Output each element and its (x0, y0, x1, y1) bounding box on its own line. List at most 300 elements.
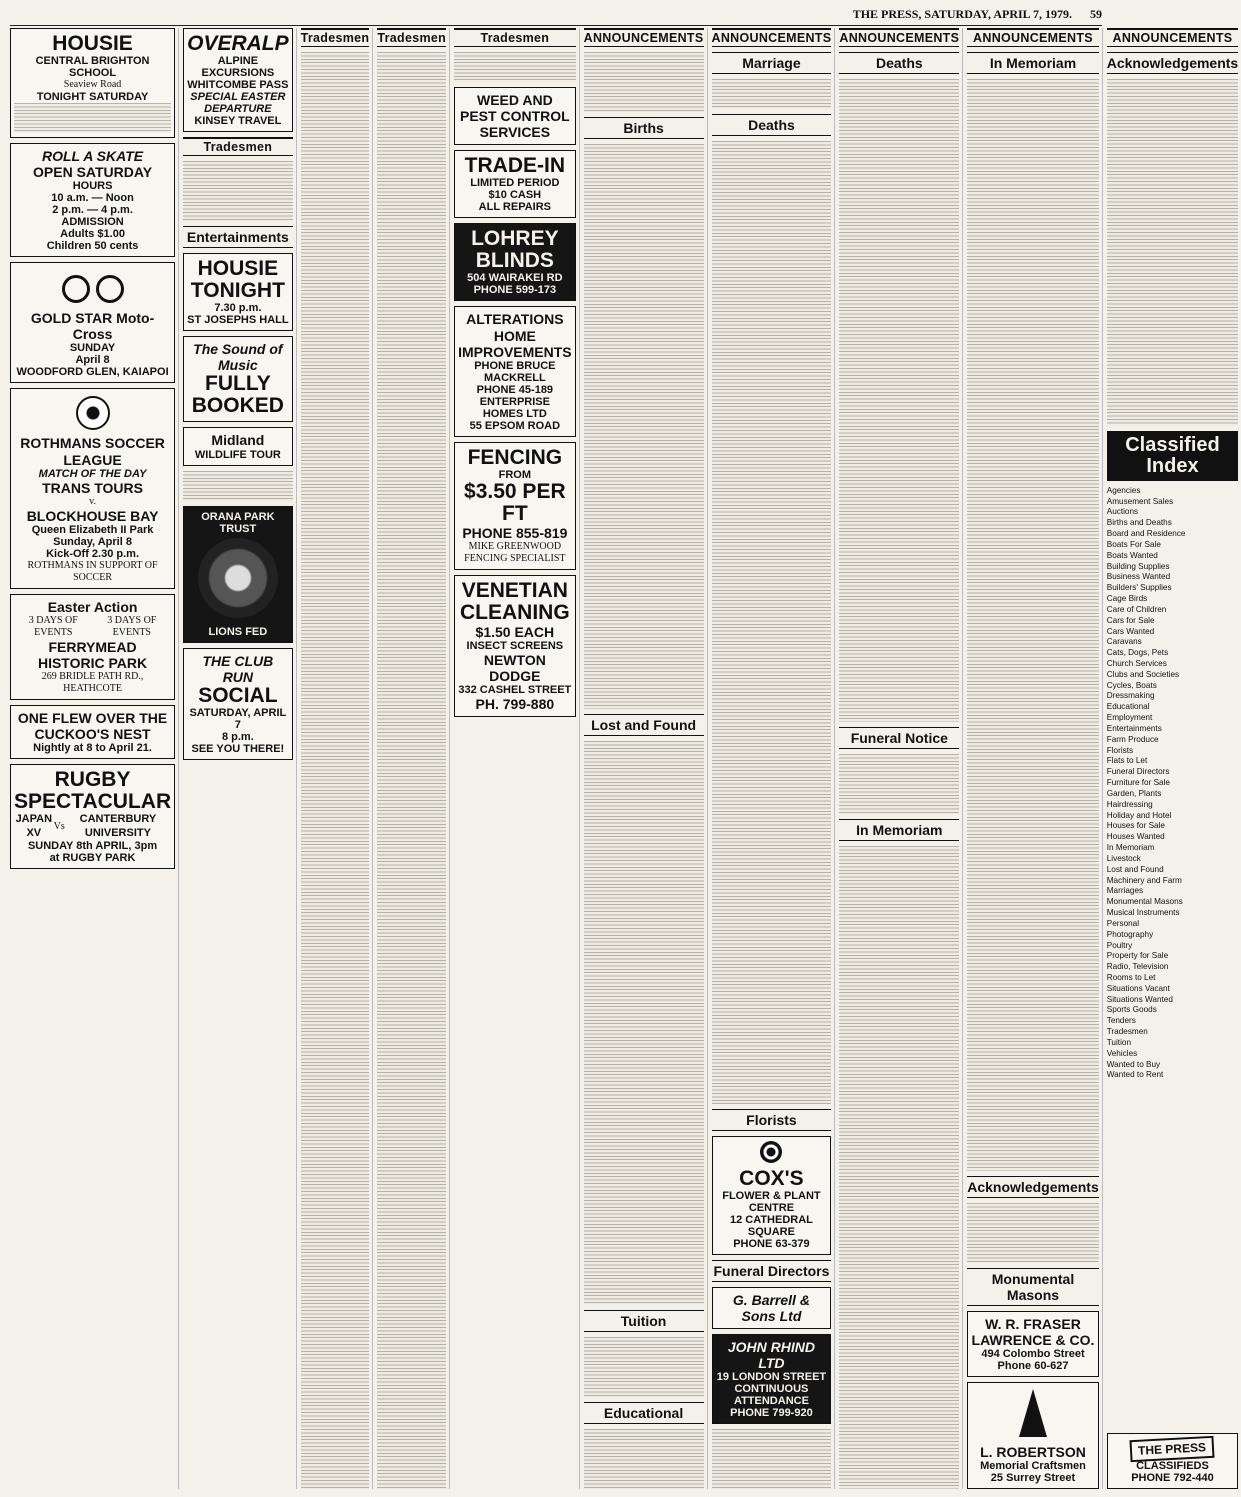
flower-icon (760, 1141, 782, 1163)
section-heading: Acknowledgements (967, 1176, 1098, 1198)
index-entry (1107, 886, 1238, 897)
ad-line: 2 p.m. — 4 p.m. (52, 204, 133, 217)
address: 269 BRIDLE PATH RD., HEATHCOTE (41, 671, 144, 695)
ad-phone: PHONE 855-819 (462, 524, 568, 541)
versus-label: v. (89, 495, 96, 507)
column-6 (584, 28, 708, 1489)
ad-easter-action (10, 594, 175, 700)
ad-sound-of-music (183, 336, 293, 422)
fine-print-block (301, 52, 370, 1489)
index-entry-label: Entertainments (1106, 723, 1162, 733)
ad-footer: ROTHMANS IN SUPPORT OF SOCCER (27, 559, 158, 583)
index-entry (1107, 572, 1238, 583)
index-entry (1107, 1027, 1238, 1038)
ad-line: MIKE GREENWOOD FENCING SPECIALIST (464, 540, 566, 564)
section-heading: Tuition (584, 1310, 704, 1332)
fine-print-block (454, 52, 576, 82)
fine-print-block (14, 103, 171, 133)
team-away: BLOCKHOUSE BAY (26, 507, 159, 524)
index-entry (1107, 616, 1238, 627)
ad-g-barrell (712, 1287, 832, 1329)
index-entry-label: Marriages (1106, 886, 1144, 896)
fine-print-block (839, 79, 959, 722)
index-entry-label: Rooms to Let (1106, 973, 1156, 982)
ad-title: ROLL A SKATE (41, 148, 144, 165)
index-entry (1107, 562, 1238, 573)
ad-lohrey-blinds (454, 223, 576, 301)
index-entry-label: Situations Vacant (1106, 983, 1170, 993)
fine-print-block (712, 1429, 832, 1489)
ad-line: Children 50 cents (46, 240, 139, 253)
index-entry (1107, 702, 1238, 713)
fine-print-block (839, 846, 959, 1489)
match-date: SUNDAY 8th APRIL, 3pm (27, 839, 158, 852)
press-logo: THE PRESS (1130, 1436, 1215, 1462)
index-entry (1107, 789, 1238, 800)
ad-line: SUNDAY (69, 342, 116, 355)
classified-index-list (1107, 486, 1238, 1428)
ad-coxs-flowers (712, 1136, 832, 1255)
venue: FERRYMEAD HISTORIC PARK (37, 638, 148, 671)
ad-side-labels (14, 615, 171, 639)
index-entry (1107, 973, 1238, 984)
ad-press-classifieds (1107, 1433, 1238, 1489)
index-entry (1107, 1060, 1238, 1071)
ad-line: ENTERPRISE HOMES LTD (479, 395, 550, 420)
classified-index-header (1107, 431, 1238, 481)
ad-line: WILDLIFE TOUR (194, 448, 281, 461)
index-entry-label: Personal (1106, 918, 1140, 928)
index-entry-label: In Memoriam (1106, 843, 1155, 853)
index-entry (1107, 800, 1238, 811)
index-entry-label: Holiday and Hotel (1106, 810, 1172, 820)
ad-weed-pest-control (454, 87, 576, 145)
index-entry (1107, 778, 1238, 789)
index-entry-label: Cage Birds (1106, 594, 1148, 604)
ad-line: Nightly at 8 to April 21. (33, 742, 152, 755)
index-entry-label: Poultry (1106, 940, 1133, 950)
ad-line: PHONE 45-189 (476, 383, 554, 396)
index-entry-label: Flats to Let (1106, 756, 1148, 766)
ad-club-run (183, 648, 293, 760)
ad-title: L. ROBERTSON (980, 1443, 1086, 1460)
ad-line: LAWRENCE & CO. (971, 1331, 1095, 1348)
index-entry (1107, 1016, 1238, 1027)
section-heading: ANNOUNCEMENTS (1107, 28, 1238, 47)
section-heading: ANNOUNCEMENTS (967, 28, 1098, 47)
soccer-ball-icon (76, 396, 110, 430)
ad-wr-fraser (967, 1311, 1098, 1377)
index-entry (1107, 1049, 1238, 1060)
fine-print-block (584, 52, 704, 112)
ad-line: 7.30 p.m. (214, 302, 262, 315)
ad-title: The Sound of Music (193, 341, 283, 374)
index-entry-label: Amusement Sales (1106, 496, 1174, 506)
index-entry (1107, 821, 1238, 832)
ad-overalp (183, 28, 293, 132)
index-entry-label: Wanted to Rent (1106, 1070, 1164, 1080)
index-entry-label: Clubs and Societies (1106, 669, 1180, 679)
ad-title: Easter Action (47, 598, 138, 615)
index-entry (1107, 1038, 1238, 1049)
section-heading: Funeral Directors (712, 1260, 832, 1282)
index-entry (1107, 1070, 1238, 1081)
ad-line: CONTINUOUS ATTENDANCE (733, 1383, 809, 1407)
ad-line: CENTRAL BRIGHTON SCHOOL (35, 55, 150, 80)
fine-print-block (584, 1429, 704, 1489)
ad-title: TRADE-IN (464, 154, 565, 178)
column-8 (839, 28, 963, 1489)
section-heading: ANNOUNCEMENTS (712, 28, 832, 47)
index-entry-label: Livestock (1106, 853, 1141, 863)
index-entry (1107, 518, 1238, 529)
team-left: JAPAN XV (15, 813, 53, 839)
ad-line: SOCIAL (198, 683, 278, 707)
match-teams (14, 813, 171, 839)
ad-line: FLOWER & PLANT CENTRE (722, 1189, 821, 1214)
ad-title: FENCING (467, 445, 563, 469)
ad-venetian-cleaning (454, 575, 576, 717)
ad-line: WHITCOMBE PASS (187, 79, 289, 92)
ad-line: SPECIAL EASTER DEPARTURE (190, 91, 286, 116)
fine-print-block (839, 754, 959, 814)
ad-l-robertson (967, 1382, 1098, 1489)
newspaper-page (10, 28, 1239, 1489)
index-entry-label: Employment (1106, 713, 1153, 723)
index-entry-label: Agencies (1106, 485, 1141, 495)
lion-icon (198, 538, 278, 618)
ad-title: G. Barrell & Sons Ltd (732, 1291, 810, 1324)
section-heading: Florists (712, 1109, 832, 1131)
ad-line: ALPINE EXCURSIONS (201, 55, 275, 80)
index-entry (1107, 724, 1238, 735)
index-entry-label: Radio, Television (1106, 962, 1169, 972)
section-heading: Tradesmen (183, 137, 293, 156)
ad-gold-star-motocross (10, 262, 175, 383)
index-entry-label: Births and Deaths (1106, 518, 1172, 528)
index-entry-label: Caravans (1106, 637, 1142, 647)
index-entry-label: Machinery and Farm (1106, 875, 1182, 885)
index-entry-label: Hairdressing (1106, 799, 1153, 809)
ad-line: FULLY BOOKED (191, 372, 284, 418)
ad-phone: PH. 799-880 (475, 696, 555, 713)
index-entry-label: Builders' Supplies (1106, 583, 1172, 593)
index-entry (1107, 486, 1238, 497)
ad-title: W. R. FRASER (985, 1315, 1081, 1332)
ad-line: LIONS FED (208, 625, 268, 638)
index-entry (1107, 951, 1238, 962)
ad-phone: PHONE 63-379 (733, 1237, 810, 1250)
ad-right-label: 3 DAYS OF EVENTS (107, 614, 157, 638)
ad-rothmans-soccer (10, 388, 175, 588)
ad-line: April 8 (75, 354, 110, 367)
fine-print-block (1107, 79, 1238, 426)
index-entry (1107, 843, 1238, 854)
index-entry-label: Business Wanted (1106, 572, 1171, 582)
ad-line: SEE YOU THERE! (191, 742, 285, 755)
index-entry (1107, 995, 1238, 1006)
section-heading: In Memoriam (967, 52, 1098, 74)
section-heading: ANNOUNCEMENTS (839, 28, 959, 47)
fine-print-block (712, 141, 832, 1104)
fine-print-block (584, 741, 704, 1306)
venue: at RUGBY PARK (49, 851, 136, 864)
masthead (10, 4, 1102, 26)
index-entry (1107, 497, 1238, 508)
index-entry (1107, 746, 1238, 757)
index-entry (1107, 713, 1238, 724)
index-entry (1107, 919, 1238, 930)
ad-orana-park (183, 506, 293, 643)
fine-print-block (967, 1203, 1098, 1263)
ad-title: LOHREY BLINDS (471, 227, 559, 273)
ad-title: JOHN RHIND LTD (727, 1338, 815, 1371)
section-heading: In Memoriam (839, 819, 959, 841)
ad-line: 12 CATHEDRAL SQUARE (729, 1213, 813, 1238)
index-entry (1107, 1005, 1238, 1016)
ad-line: 55 EPSOM ROAD (469, 419, 561, 432)
team-right: CANTERBURY UNIVERSITY (79, 813, 157, 839)
fine-print-block (183, 471, 293, 501)
index-entry-label: Furniture for Sale (1106, 778, 1170, 788)
fine-print-block (584, 1337, 704, 1397)
ad-phone: Phone 60-627 (997, 1359, 1069, 1372)
column-4 (377, 28, 450, 1489)
index-entry (1107, 637, 1238, 648)
index-entry (1107, 756, 1238, 767)
index-entry (1107, 767, 1238, 778)
ad-line: $10 CASH (488, 189, 542, 202)
index-entry (1107, 507, 1238, 518)
index-entry-label: Vehicles (1106, 1048, 1138, 1058)
ad-line: KINSEY TRAVEL (194, 115, 282, 128)
ad-line: 8 p.m. (221, 730, 254, 743)
ad-john-rhind (712, 1334, 832, 1424)
index-entry-label: Lost and Found (1106, 864, 1164, 874)
index-entry (1107, 930, 1238, 941)
ad-phone: PHONE 792-440 (1131, 1472, 1214, 1485)
ad-price: $1.50 EACH (475, 624, 555, 641)
index-entry-label: Houses Wanted (1106, 832, 1165, 842)
index-entry-label: Monumental Masons (1106, 897, 1183, 907)
section-heading: Acknowledgements (1107, 52, 1238, 74)
ad-line: PHONE 599-173 (473, 284, 557, 297)
column-7 (712, 28, 836, 1489)
column-9 (967, 28, 1102, 1489)
ad-title: COX'S (739, 1166, 804, 1190)
ad-subtitle: MATCH OF THE DAY (38, 467, 147, 480)
section-heading: Tradesmen (301, 28, 370, 47)
index-entry-label: Property for Sale (1106, 951, 1169, 961)
fine-print-block (183, 161, 293, 221)
index-entry-label: Musical Instruments (1106, 908, 1180, 918)
ad-trade-in (454, 150, 576, 218)
ad-line: Adults $1.00 (60, 228, 125, 241)
ad-line: OPEN SATURDAY (33, 164, 153, 181)
index-entry (1107, 865, 1238, 876)
section-heading: Births (584, 117, 704, 139)
index-entry (1107, 605, 1238, 616)
section-heading: Tradesmen (377, 28, 446, 47)
ad-line: FROM (498, 468, 532, 481)
index-entry-label: Cars for Sale (1106, 615, 1155, 625)
ad-line: WOODFORD GLEN, KAIAPOI (16, 366, 169, 379)
ad-line: NEWTON DODGE (483, 652, 546, 685)
match-date: Sunday, April 8 (53, 535, 132, 548)
column-3 (301, 28, 374, 1489)
index-entry (1107, 832, 1238, 843)
versus-label: Vs (53, 820, 65, 832)
index-entry-label: Boats For Sale (1106, 539, 1161, 549)
ad-line: Seaview Road (63, 79, 122, 91)
index-entry (1107, 540, 1238, 551)
index-entry-label: Photography (1106, 929, 1154, 939)
section-heading: Tradesmen (454, 28, 576, 47)
ad-line: PHONE BRUCE MACKRELL (474, 359, 556, 384)
index-entry-label: Cats, Dogs, Pets (1106, 648, 1169, 658)
index-entry (1107, 941, 1238, 952)
index-entry (1107, 627, 1238, 638)
ad-title: ROTHMANS SOCCER LEAGUE (20, 435, 165, 468)
index-entry (1107, 583, 1238, 594)
index-entry-label: Cars Wanted (1106, 626, 1155, 636)
ad-title: Midland (211, 432, 265, 449)
index-entry-label: Farm Produce (1106, 734, 1159, 744)
index-entry (1107, 670, 1238, 681)
ad-roll-a-skate (10, 143, 175, 257)
ad-line: LIMITED PERIOD (470, 177, 560, 190)
index-entry (1107, 854, 1238, 865)
index-entry-label: Educational (1106, 702, 1150, 712)
ad-line: 504 WAIRAKEI RD (467, 272, 563, 285)
ad-line: INSECT SCREENS (466, 640, 564, 653)
ad-title: THE CLUB RUN (202, 652, 274, 685)
index-entry (1107, 648, 1238, 659)
ad-title: GOLD STAR Moto-Cross (30, 310, 155, 343)
ad-cuckoos-nest (10, 705, 175, 759)
ad-title: RUGBY SPECTACULAR (14, 768, 172, 814)
ad-line: 10 a.m. — Noon (51, 192, 134, 205)
ad-title: WEED AND PEST CONTROL SERVICES (460, 92, 570, 141)
ad-alterations (454, 306, 576, 436)
index-entry-label: Situations Wanted (1106, 994, 1173, 1004)
section-heading: Deaths (839, 52, 959, 74)
ad-fencing (454, 442, 576, 570)
index-entry (1107, 735, 1238, 746)
index-entry (1107, 811, 1238, 822)
index-entry (1107, 594, 1238, 605)
ad-line: HOURS (72, 180, 113, 193)
ad-title: OVERALP (187, 32, 289, 55)
index-entry-label: Church Services (1106, 658, 1167, 668)
ad-title: ALTERATIONS HOME IMPROVEMENTS (458, 311, 572, 360)
page-number: 59 (1090, 7, 1102, 21)
column-1 (10, 28, 179, 1489)
section-heading: Lost and Found (584, 714, 704, 736)
column-5 (454, 28, 580, 1489)
fine-print-block (967, 79, 1098, 1171)
index-entry-label: Sports Goods (1106, 1005, 1157, 1015)
monument-icon (1019, 1389, 1047, 1437)
index-entry-label: Florists (1106, 745, 1134, 755)
index-entry (1107, 681, 1238, 692)
index-entry-label: Houses for Sale (1106, 821, 1165, 831)
index-entry-label: Tuition (1106, 1037, 1132, 1047)
address: 494 Colombo Street (981, 1347, 1085, 1360)
index-entry (1107, 691, 1238, 702)
index-entry-label: Dressmaking (1106, 691, 1155, 701)
index-entry (1107, 876, 1238, 887)
ad-phone: PHONE 799-920 (730, 1407, 813, 1419)
section-heading: Marriage (712, 52, 832, 74)
ad-line: 332 CASHEL STREET (458, 684, 572, 697)
section-heading: Funeral Notice (839, 727, 959, 749)
index-entry (1107, 897, 1238, 908)
newspaper-dateline: THE PRESS, SATURDAY, APRIL 7, 1979. (852, 7, 1072, 21)
ad-central-brighton-housie (10, 28, 175, 138)
index-entry-label: Cycles, Boats (1106, 680, 1157, 690)
team-home: TRANS TOURS (42, 479, 143, 496)
index-entry (1107, 529, 1238, 540)
ad-title: ORANA PARK TRUST (201, 510, 275, 535)
ad-rugby-spectacular (10, 764, 175, 868)
classified-index-title: Classified Index (1125, 433, 1220, 477)
ad-line: TONIGHT SATURDAY (36, 91, 149, 104)
section-heading: Deaths (712, 114, 832, 136)
index-entry (1107, 962, 1238, 973)
index-entry (1107, 908, 1238, 919)
index-entry-label: Funeral Directors (1106, 767, 1170, 777)
ad-housie-tonight (183, 253, 293, 331)
index-entry (1107, 984, 1238, 995)
index-entry (1107, 551, 1238, 562)
ad-left-label: 3 DAYS OF EVENTS (28, 614, 78, 638)
ad-price: $3.50 PER FT (464, 479, 566, 525)
ad-title: HOUSIE (52, 32, 133, 55)
index-entry-label: Boats Wanted (1106, 550, 1158, 560)
section-heading: Monumental Masons (967, 1268, 1098, 1306)
section-heading: Educational (584, 1402, 704, 1424)
column-2 (183, 28, 297, 1489)
index-entry-label: Board and Residence (1106, 529, 1186, 539)
ad-midland-wildlife (183, 427, 293, 465)
ad-line: ALL REPAIRS (478, 201, 551, 214)
index-entry-label: Tradesmen (1106, 1027, 1148, 1037)
venue: Queen Elizabeth II Park (31, 523, 154, 536)
kickoff-time: Kick-Off 2.30 p.m. (46, 547, 140, 560)
index-entry-label: Tenders (1106, 1016, 1136, 1026)
ad-line: 19 LONDON STREET (716, 1371, 827, 1383)
motorcycle-icon (58, 269, 128, 303)
ad-title: VENETIAN CLEANING (460, 578, 570, 624)
fine-print-block (712, 79, 832, 109)
section-heading: ANNOUNCEMENTS (584, 28, 704, 47)
ad-title: ONE FLEW OVER THE CUCKOO'S NEST (17, 710, 168, 743)
index-entry-label: Building Supplies (1106, 561, 1170, 571)
venue: ST JOSEPHS HALL (187, 314, 289, 327)
ad-title: HOUSIE TONIGHT (190, 257, 285, 303)
ad-line: CLASSIFIEDS (1136, 1460, 1209, 1473)
ad-line: Memorial Craftsmen (980, 1460, 1086, 1472)
index-entry-label: Auctions (1106, 507, 1139, 517)
index-entry-label: Wanted to Buy (1106, 1059, 1161, 1069)
index-entry-label: Care of Children (1106, 604, 1167, 614)
index-entry-label: Garden, Plants (1106, 788, 1162, 798)
address: 25 Surrey Street (990, 1472, 1076, 1484)
fine-print-block (584, 144, 704, 709)
index-entry (1107, 659, 1238, 670)
ad-line: ADMISSION (61, 216, 124, 229)
